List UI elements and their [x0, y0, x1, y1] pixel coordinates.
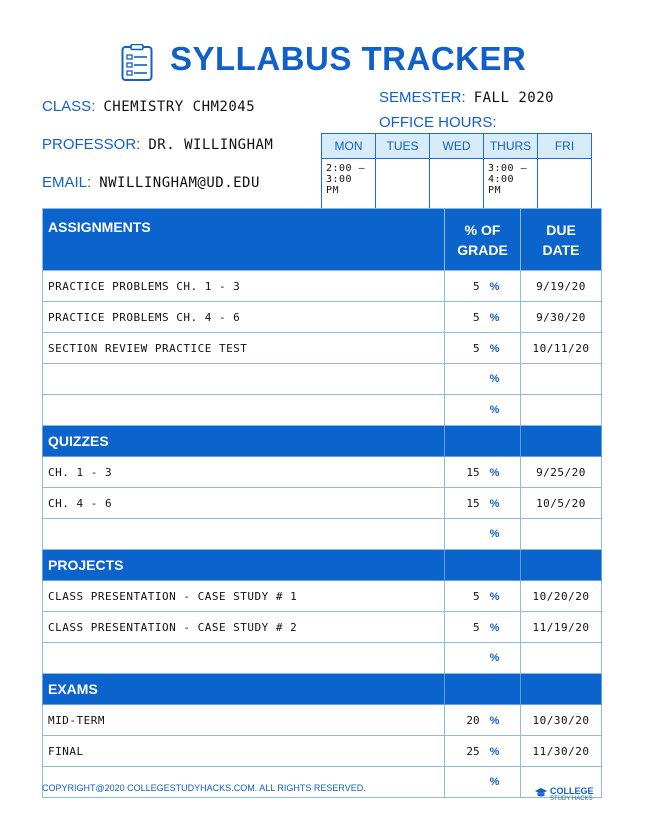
day-mon: MON [322, 134, 376, 159]
item-name: CH. 1 - 3 [43, 457, 445, 488]
section-cell [521, 550, 602, 581]
item-due-date: 9/19/20 [521, 271, 602, 302]
percent-symbol: % [489, 373, 500, 385]
day-wed: WED [430, 134, 484, 159]
section-title: PROJECTS [43, 550, 445, 581]
item-due-date: 10/5/20 [521, 488, 602, 519]
item-due-date [521, 395, 602, 426]
section-cell [521, 426, 602, 457]
item-percent [445, 581, 521, 612]
due-date-header: DUE DATE [521, 209, 602, 271]
class-value: CHEMISTRY CHM2045 [103, 99, 256, 115]
table-row [43, 364, 602, 395]
percent-value: 5 [472, 620, 480, 634]
table-row [43, 333, 602, 364]
hours-wed [430, 159, 484, 212]
professor-label: PROFESSOR: [42, 136, 141, 153]
item-due-date [521, 519, 602, 550]
item-due-date [521, 364, 602, 395]
item-percent [445, 736, 521, 767]
table-row [43, 581, 602, 612]
semester-value: FALL 2020 [473, 90, 555, 106]
assignments-table [42, 208, 602, 798]
percent-symbol: % [489, 311, 500, 324]
section-cell [445, 426, 521, 457]
grade-header: % OF GRADE [445, 209, 521, 271]
table-row [43, 705, 602, 736]
table-row [43, 488, 602, 519]
item-percent [445, 705, 521, 736]
checklist-icon [121, 44, 153, 82]
item-percent [445, 271, 521, 302]
professor-info [42, 136, 273, 153]
table-row [43, 643, 602, 674]
semester-info [379, 89, 554, 106]
percent-symbol: % [489, 497, 500, 510]
table-row [43, 457, 602, 488]
item-due-date: 10/20/20 [521, 581, 602, 612]
item-name: FINAL [43, 736, 445, 767]
percent-value: 20 [466, 713, 480, 727]
office-hours-table [321, 133, 592, 212]
item-due-date [521, 643, 602, 674]
item-percent [445, 488, 521, 519]
table-row [43, 612, 602, 643]
item-name: SECTION REVIEW PRACTICE TEST [43, 333, 445, 364]
item-name: CLASS PRESENTATION - CASE STUDY # 1 [43, 581, 445, 612]
hours-fri [538, 159, 592, 212]
item-name: MID-TERM [43, 705, 445, 736]
item-percent [445, 333, 521, 364]
section-title: QUIZZES [43, 426, 445, 457]
hours-tues [376, 159, 430, 212]
percent-symbol: % [489, 280, 500, 293]
percent-value: 25 [466, 744, 480, 758]
item-due-date: 10/11/20 [521, 333, 602, 364]
section-cell [521, 674, 602, 705]
section-header [43, 674, 602, 705]
percent-symbol: % [489, 590, 500, 603]
item-name: PRACTICE PROBLEMS CH. 4 - 6 [43, 302, 445, 333]
hours-thurs: 3:00 – 4:00 PM [484, 159, 538, 212]
item-due-date: 11/30/20 [521, 736, 602, 767]
item-name [43, 643, 445, 674]
item-due-date: 9/25/20 [521, 457, 602, 488]
section-title: EXAMS [43, 674, 445, 705]
item-percent [445, 457, 521, 488]
email-value: NWILLINGHAM@UD.EDU [99, 175, 260, 191]
percent-symbol: % [489, 466, 500, 479]
copyright-text: COPYRIGHT@2020 COLLEGESTUDYHACKS.COM. ALL RIGHTS RESERVED. [42, 783, 366, 793]
semester-label: SEMESTER: [379, 89, 466, 106]
brand-tagline: STUDY HACKS [550, 796, 593, 802]
percent-symbol: % [489, 714, 500, 727]
percent-value: 5 [472, 279, 480, 293]
brand-name: COLLEGE [550, 786, 594, 796]
email-label: EMAIL: [42, 174, 92, 191]
percent-symbol: % [489, 342, 500, 355]
item-name: PRACTICE PROBLEMS CH. 1 - 3 [43, 271, 445, 302]
item-percent [445, 612, 521, 643]
section-cell [445, 674, 521, 705]
office-hours-label: OFFICE HOURS: [379, 114, 497, 131]
percent-symbol: % [489, 528, 500, 540]
table-row [43, 302, 602, 333]
percent-symbol: % [489, 776, 500, 788]
professor-value: DR. WILLINGHAM [148, 137, 274, 153]
table-header [43, 209, 602, 271]
percent-value: 15 [466, 465, 480, 479]
day-tues: TUES [376, 134, 430, 159]
item-percent [445, 364, 521, 395]
percent-symbol: % [489, 621, 500, 634]
section-cell [445, 550, 521, 581]
item-due-date: 9/30/20 [521, 302, 602, 333]
percent-value: 5 [472, 589, 480, 603]
day-thurs: THURS [484, 134, 538, 159]
item-name [43, 519, 445, 550]
percent-symbol: % [489, 745, 500, 758]
item-name [43, 364, 445, 395]
item-name: CH. 4 - 6 [43, 488, 445, 519]
table-row [43, 395, 602, 426]
item-percent [445, 643, 521, 674]
item-due-date: 11/19/20 [521, 612, 602, 643]
percent-value: 5 [472, 310, 480, 324]
section-header [43, 426, 602, 457]
percent-symbol: % [489, 652, 500, 664]
item-due-date: 10/30/20 [521, 705, 602, 736]
brand-logo [535, 785, 601, 805]
item-percent [445, 302, 521, 333]
hours-mon: 2:00 – 3:00 PM [322, 159, 376, 212]
class-label: CLASS: [42, 98, 96, 115]
item-percent [445, 519, 521, 550]
percent-value: 5 [472, 341, 480, 355]
item-percent [445, 395, 521, 426]
day-fri: FRI [538, 134, 592, 159]
percent-value: 15 [466, 496, 480, 510]
table-row [43, 519, 602, 550]
page-title: SYLLABUS TRACKER [170, 40, 527, 77]
email-info [42, 174, 260, 191]
table-row [43, 271, 602, 302]
item-name: CLASS PRESENTATION - CASE STUDY # 2 [43, 612, 445, 643]
class-info [42, 98, 255, 115]
graduation-cap-icon [535, 787, 547, 799]
section-header [43, 550, 602, 581]
item-percent [445, 767, 521, 798]
item-name [43, 395, 445, 426]
assignments-header: ASSIGNMENTS [43, 209, 445, 271]
table-row [43, 736, 602, 767]
percent-symbol: % [489, 404, 500, 416]
